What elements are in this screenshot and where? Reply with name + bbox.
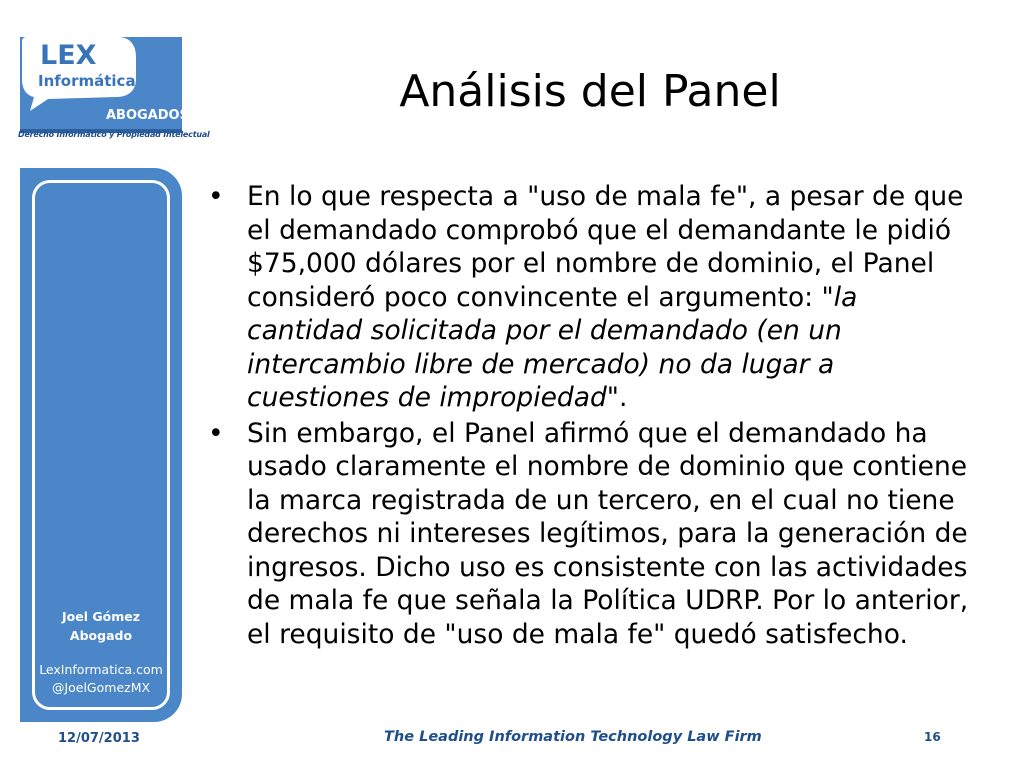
- presenter-name: Joel Gómez: [62, 609, 140, 624]
- bullet-quote: la cantidad solicitada por el demandado (en un intercambio libre de mercado) no da lugar a cuestiones de impropiedad: [247, 281, 858, 413]
- bullet-item: [208, 180, 978, 415]
- bullet-item: [208, 417, 978, 652]
- logo-abogados-text: ABOGADOS: [106, 108, 184, 123]
- bullet-text: Sin embargo, el Panel afirmó que el demandado ha usado claramente el nombre de dominio que contiene la marca registrada de un tercero, en el cual no tiene derechos ni intereses legítimos, para la generación de ingresos. Dicho uso es consistente con las actividades de mala fe que señala la Política UDRP. Por lo anterior, el requisito de "uso de mala fe" quedó satisfecho.: [247, 417, 969, 650]
- presenter-role: Abogado: [69, 628, 133, 643]
- slide-title: Análisis del Panel: [399, 66, 781, 117]
- logo-tagline: Derecho Informático y Propiedad Intelectual: [18, 130, 210, 139]
- presenter-website: LexInformatica.com: [39, 662, 163, 677]
- footer-tagline: The Leading Information Technology Law Firm: [384, 729, 762, 745]
- bullet-icon: •: [208, 181, 224, 212]
- bullet-icon: •: [208, 417, 224, 449]
- bullet-text-end: ".: [606, 382, 628, 413]
- logo-lex-text: LEX: [40, 40, 97, 71]
- footer-date: 12/07/2013: [58, 731, 140, 746]
- logo-informatica-text: Informática: [38, 72, 136, 90]
- sidebar-panel: [20, 168, 182, 722]
- page-number: 16: [924, 730, 941, 744]
- presenter-handle: @JoelGomezMX: [51, 680, 151, 695]
- bullet-list: [208, 180, 978, 653]
- bullet-text: En lo que respecta a "uso de mala fe", a pesar de que el demandado comprobó que el demandante le pidió $75,000 dólares por el nombre de dominio, el Panel consideró poco convincente el argumento: ": [247, 181, 964, 313]
